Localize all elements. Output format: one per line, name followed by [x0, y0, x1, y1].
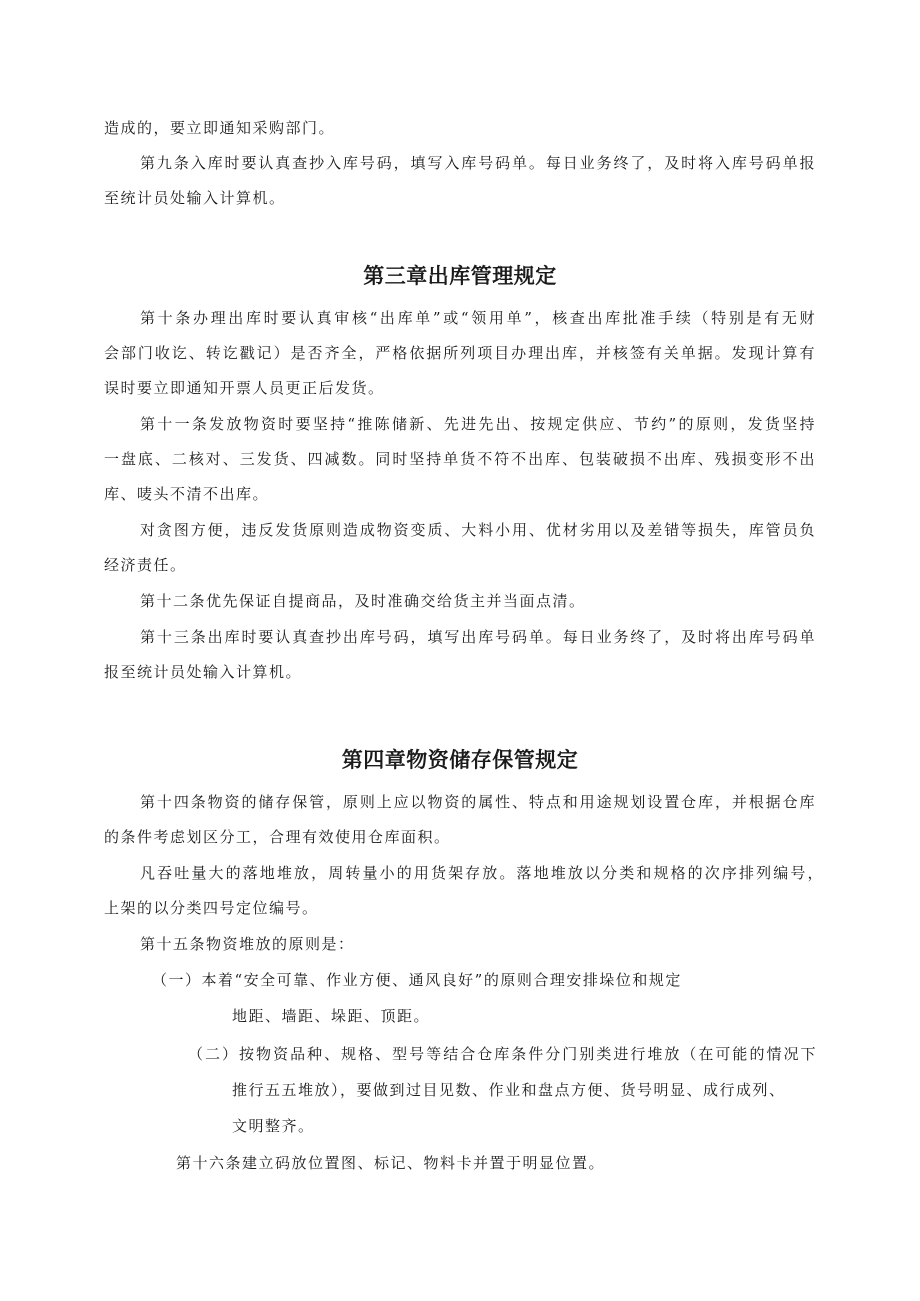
article-10-line-2: 会部门收讫、转讫戳记）是否齐全，严格依据所列项目办理出库，并核签有关单据。发现计算有	[104, 344, 816, 362]
article-11-line-1: 第十一条发放物资时要坚持“推陈储新、先进先出、按规定供应、节约”的原则，发货坚持	[140, 415, 816, 433]
article-9-line-1: 第九条入库时要认真查抄入库号码，填写入库号码单。每日业务终了，及时将入库号码单报	[140, 154, 816, 172]
article-10-line-3: 误时要立即通知开票人员更正后发货。	[104, 379, 385, 397]
article-11-line-2: 一盘底、二核对、三发货、四减数。同时坚持单货不符不出库、包装破损不出库、残损变形不出	[104, 450, 816, 468]
chapter4-title: 第四章物资储存保管规定	[341, 748, 579, 772]
article-14-line-1: 第十四条物资的储存保管，原则上应以物资的属性、特点和用途规划设置仓库，并根据仓库	[140, 793, 816, 811]
item-2-line-3: 文明整齐。	[232, 1117, 315, 1135]
responsibility-line-2: 经济责任。	[104, 556, 187, 574]
article-10-line-1: 第十条办理出库时要认真审核“出库单”或“领用单”，核查出库批准手续（特别是有无财	[140, 309, 816, 327]
article-12: 第十二条优先保证自提商品，及时准确交给货主并当面点清。	[140, 592, 586, 610]
chapter3-title: 第三章出库管理规定	[363, 264, 557, 288]
article-13-line-2: 报至统计员处输入计算机。	[104, 663, 303, 681]
responsibility-line-1: 对贪图方便，违反发货原则造成物资变质、大料小用、优材劣用以及差错等损失，库管员负	[140, 521, 816, 539]
item-2-line-2: 推行五五堆放），要做到过目见数、作业和盘点方便、货号明显、成行成列、	[232, 1081, 786, 1099]
article-16: 第十六条建立码放位置图、标记、物料卡并置于明显位置。	[176, 1154, 606, 1172]
article-14-line-2: 的条件考虑划区分工，合理有效使用仓库面积。	[104, 828, 451, 846]
item-2-line-1: （二）按物资品种、规格、型号等结合仓库条件分门别类进行堆放（在可能的情况下	[188, 1045, 816, 1063]
item-1-line-2: 地距、墙距、垛距、顶距。	[232, 1007, 431, 1025]
article-9-line-2: 至统计员处输入计算机。	[104, 189, 286, 207]
bulk-storage-line-2: 上架的以分类四号定位编号。	[104, 899, 319, 917]
bulk-storage-line-1: 凡吞吐量大的落地堆放，周转量小的用货架存放。落地堆放以分类和规格的次序排列编号，	[140, 864, 823, 882]
article-15: 第十五条物资堆放的原则是：	[140, 935, 355, 953]
article-13-line-1: 第十三条出库时要认真查抄出库号码，填写出库号码单。每日业务终了，及时将出库号码单	[140, 628, 816, 646]
article-11-line-3: 库、唛头不清不出库。	[104, 485, 270, 503]
item-1-line-1: （一）本着“安全可靠、作业方便、通风良好”的原则合理安排垛位和规定	[152, 971, 682, 989]
chapter2-tail-line: 造成的，要立即通知采购部门。	[104, 119, 336, 137]
